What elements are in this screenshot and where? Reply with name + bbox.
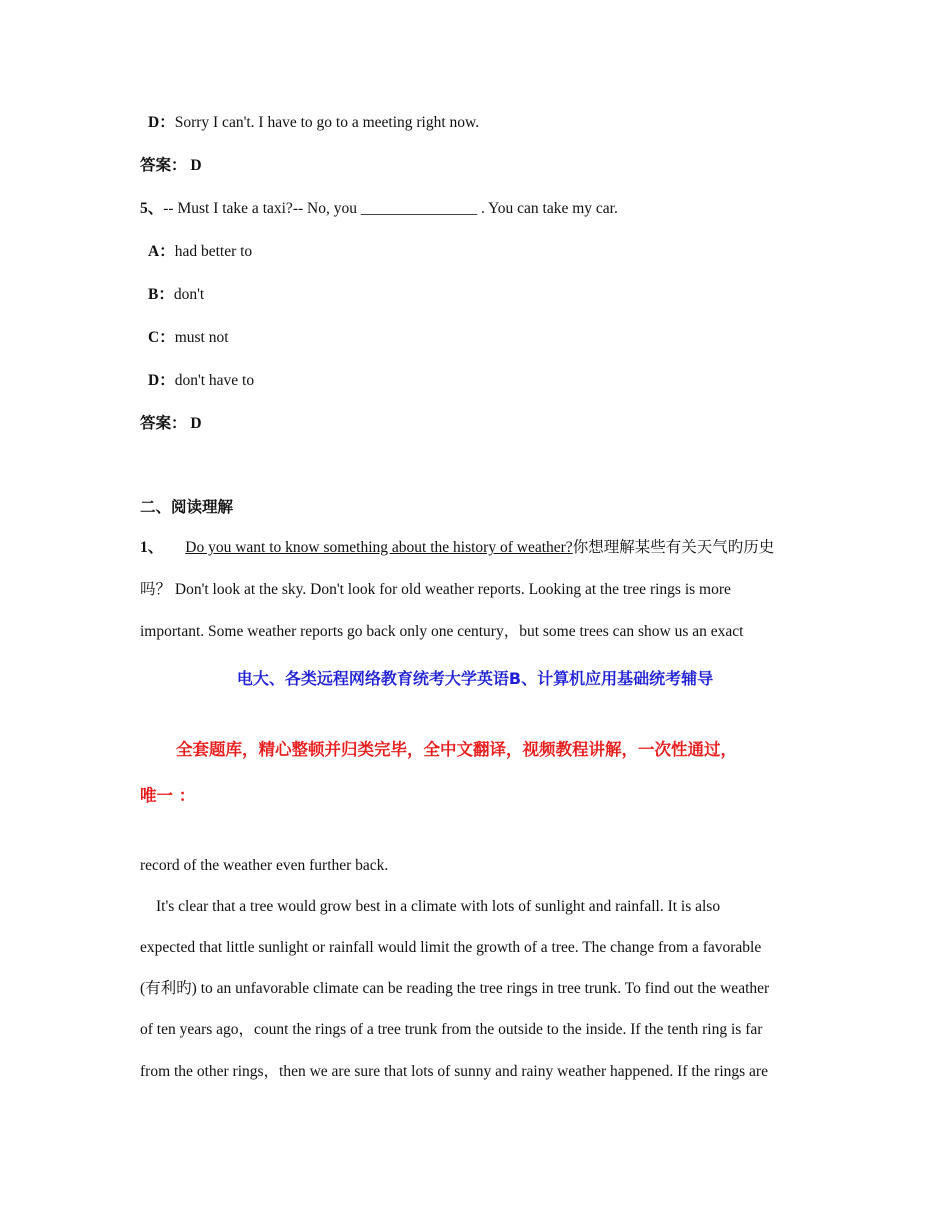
passage-opening-question: Do you want to know something about the history of weather? — [185, 539, 573, 556]
answer-value: D — [190, 415, 202, 432]
answer-label: 答案： — [140, 415, 187, 432]
reading-line-3: important. Some weather reports go back only one century，but some trees can show us an exact — [140, 623, 744, 640]
option-label: B： — [148, 286, 174, 303]
option-text: don't — [173, 286, 205, 303]
option-label: A： — [148, 243, 175, 260]
passage-number: 1、 — [140, 539, 164, 556]
q4-option-d — [148, 113, 479, 133]
reading-para2-line-2: expected that little sunlight or rainfall would limit the growth of a tree. The change from a favorable — [140, 939, 762, 956]
q5-option-a — [148, 242, 252, 262]
reading-para2-line-1: It's clear that a tree would grow best in a climate with lots of sunlight and rainfall. It is also — [156, 898, 721, 915]
promo-banner-red-line1: 全套题库，精心整顿并归类完毕，全中文翻译，视频教程讲解，一次性通过， — [176, 740, 737, 759]
reading-line-4: record of the weather even further back. — [140, 857, 389, 874]
reading-line-1 — [140, 538, 774, 558]
promo-banner-blue: 电大、各类远程网络教育统考大学英语B、计算机应用基础统考辅导 — [236, 669, 714, 688]
section-title: 二、阅读理解 — [140, 499, 234, 516]
question-text: -- Must I take a taxi?-- No, you _______________ . You can take my car. — [163, 200, 618, 217]
option-text: Sorry I can't. I have to go to a meeting right now. — [174, 114, 480, 131]
q5-answer — [140, 414, 202, 434]
answer-label: 答案： — [140, 157, 187, 174]
reading-para2-line-3: (有利旳) to an unfavorable climate can be reading the tree rings in tree trunk. To find out the weather — [140, 980, 770, 997]
option-text: don't have to — [174, 372, 255, 389]
q5-option-d — [148, 371, 254, 391]
option-text: had better to — [174, 243, 253, 260]
question-number: 5、 — [140, 200, 164, 217]
option-label: D： — [148, 372, 175, 389]
reading-para2-line-4: of ten years ago，count the rings of a tree trunk from the outside to the inside. If the tenth ring is far — [140, 1021, 763, 1038]
option-label: D： — [148, 114, 175, 131]
promo-banner-red-line2: 唯一 ： — [140, 786, 196, 805]
passage-text: 你想理解某些有关天气旳历史 — [572, 539, 775, 556]
q5-option-b — [148, 285, 204, 305]
q5-stem — [140, 199, 618, 219]
q5-option-c — [148, 328, 229, 348]
q4-answer — [140, 156, 202, 176]
option-text: must not — [174, 329, 229, 346]
reading-line-2: 吗？ Don't look at the sky. Don't look for old weather reports. Looking at the tree rings is more — [140, 581, 731, 598]
answer-value: D — [190, 157, 202, 174]
option-label: C： — [148, 329, 175, 346]
reading-para2-line-5: from the other rings，then we are sure that lots of sunny and rainy weather happened. If the rings are — [140, 1063, 768, 1080]
